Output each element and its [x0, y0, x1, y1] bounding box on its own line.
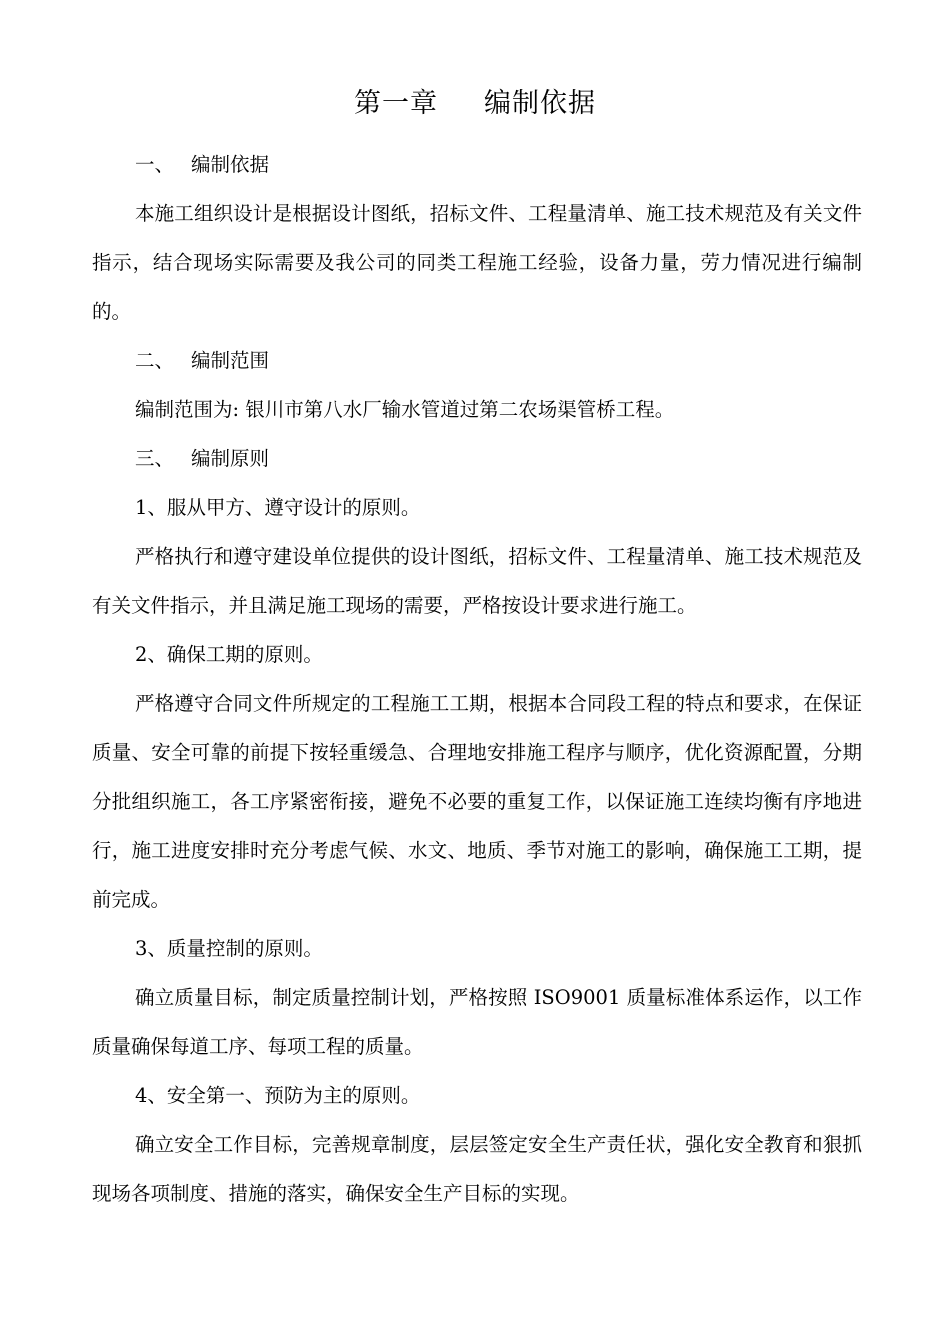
principle-1-body: 严格执行和遵守建设单位提供的设计图纸，招标文件、工程量清单、施工技术规范及有关文件指示，并且满足施工现场的需要，严格按设计要求进行施工。	[92, 545, 862, 617]
chapter-number: 第一章	[354, 88, 438, 119]
principle-4-body: 确立安全工作目标，完善规章制度，层层签定安全生产责任状，强化安全教育和狠抓现场各项制度、措施的落实，确保安全生产目标的实现。	[92, 1133, 862, 1205]
chapter-title	[0, 84, 950, 124]
principle-3-title: 3、质量控制的原则。	[135, 937, 323, 960]
principle-4-title: 4、安全第一、预防为主的原则。	[135, 1084, 421, 1107]
principle-1-title: 1、服从甲方、遵守设计的原则。	[135, 496, 421, 519]
section-heading-2	[92, 336, 862, 385]
section-number: 一、	[135, 153, 175, 176]
section-number: 二、	[135, 349, 175, 372]
section-heading-1	[92, 140, 862, 189]
section-title: 编制原则	[191, 447, 270, 470]
paragraph-basis: 本施工组织设计是根据设计图纸，招标文件、工程量清单、施工技术规范及有关文件指示，结合现场实际需要及我公司的同类工程施工经验，设备力量，劳力情况进行编制的。	[92, 202, 862, 323]
paragraph-scope: 编制范围为: 银川市第八水厂输水管道过第二农场渠管桥工程。	[135, 398, 675, 421]
section-number: 三、	[135, 447, 175, 470]
section-title: 编制范围	[191, 349, 270, 372]
principle-3-body: 确立质量目标，制定质量控制计划，严格按照 ISO9001 质量标准体系运作，以工作质量确保每道工序、每项工程的质量。	[92, 986, 862, 1058]
section-title: 编制依据	[191, 153, 270, 176]
principle-2-title: 2、确保工期的原则。	[135, 643, 323, 666]
section-heading-3	[92, 434, 862, 483]
principle-2-body: 严格遵守合同文件所规定的工程施工工期，根据本合同段工程的特点和要求，在保证质量、安全可靠的前提下按轻重缓急、合理地安排施工程序与顺序，优化资源配置，分期分批组织施工，各工序紧密衔接，避免不必要的重复工作，以保证施工连续均衡有序地进行，施工进度安排时充分考虑气候、水文、地质、季节对施工的影响，确保施工工期，提前完成。	[92, 692, 862, 911]
chapter-title-text: 编制依据	[484, 88, 596, 119]
document-body	[92, 140, 862, 1218]
